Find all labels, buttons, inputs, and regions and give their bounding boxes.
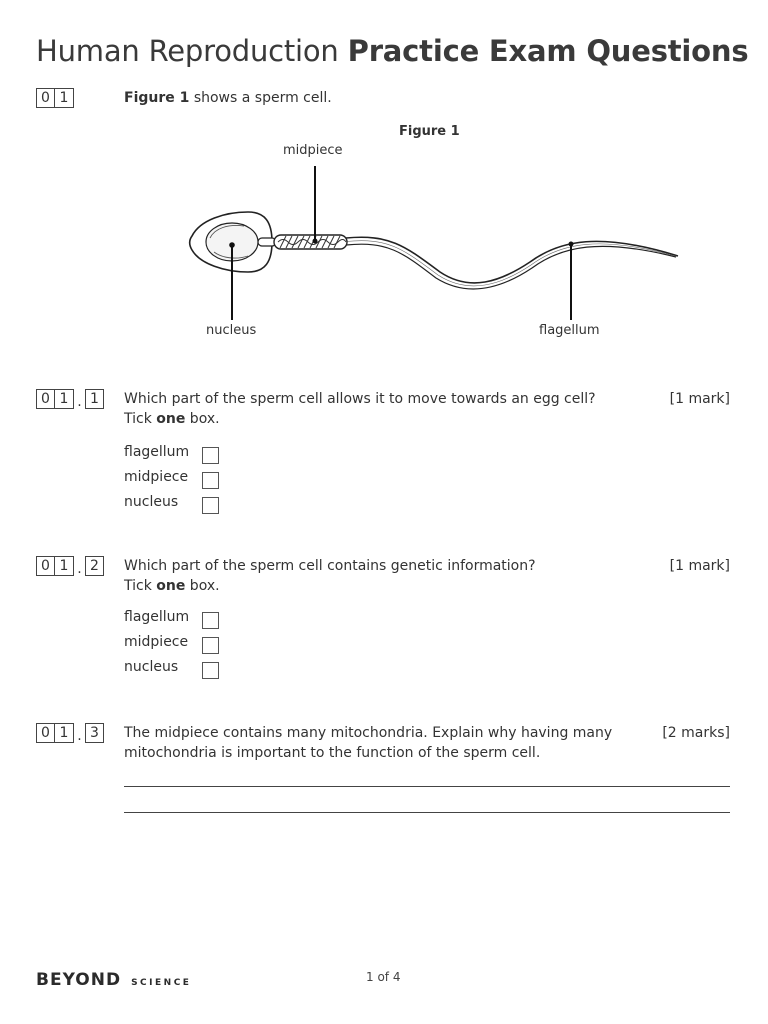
leader-dot xyxy=(313,239,318,244)
qnum-digit: 0 xyxy=(36,723,55,743)
logo-main-text: BEYOND xyxy=(36,970,122,990)
intro-text: shows a sperm cell. xyxy=(189,90,332,106)
brand-logo xyxy=(36,970,191,990)
qnum-dot: . xyxy=(77,561,82,577)
question-text-line2: mitochondria is important to the function of the sperm cell. xyxy=(124,745,541,761)
option-label: nucleus xyxy=(124,659,179,675)
qnum-digit: 0 xyxy=(36,389,55,409)
qnum-digit: 1 xyxy=(55,723,74,743)
title-subtitle: Practice Exam Questions xyxy=(347,34,749,68)
label-nucleus: nucleus xyxy=(206,323,257,338)
label-flagellum: flagellum xyxy=(539,323,600,338)
qnum-digit: 2 xyxy=(85,556,104,576)
option-label: flagellum xyxy=(124,444,190,460)
qnum-digit: 1 xyxy=(55,556,74,576)
question-number-01-2 xyxy=(36,556,104,576)
question-number-01-1 xyxy=(36,389,104,409)
tick-box-flagellum[interactable] xyxy=(202,447,219,464)
flagellum-outline-lower xyxy=(346,244,676,289)
figure-ref: Figure 1 xyxy=(124,90,190,106)
question-text-line1: The midpiece contains many mitochondria. Explain why having many xyxy=(124,725,613,741)
question-number-01-3 xyxy=(36,723,104,743)
leader-dot xyxy=(569,242,574,247)
option-label: midpiece xyxy=(124,469,189,485)
qnum-digit: 1 xyxy=(85,389,104,409)
label-midpiece: midpiece xyxy=(283,143,343,158)
sperm-cell-diagram xyxy=(0,0,768,400)
figure-title: Figure 1 xyxy=(399,124,460,139)
option-label: flagellum xyxy=(124,609,190,625)
q01-3-question xyxy=(124,723,654,763)
tick-box-midpiece[interactable] xyxy=(202,472,219,489)
qnum-digit: 0 xyxy=(36,556,55,576)
page-number: 1 of 4 xyxy=(366,970,401,984)
qnum-digit: 1 xyxy=(55,389,74,409)
leader-dot xyxy=(229,242,235,248)
tick-instruction: Tick one box. xyxy=(124,411,220,427)
option-label: nucleus xyxy=(124,494,179,510)
marks-label: [1 mark] xyxy=(669,558,730,574)
question-text: Which part of the sperm cell allows it to move towards an egg cell? xyxy=(124,391,596,407)
qnum-dot: . xyxy=(77,728,82,744)
marks-label: [1 mark] xyxy=(669,391,730,407)
answer-line[interactable] xyxy=(124,786,730,787)
logo-sub-text: SCIENCE xyxy=(131,978,192,988)
option-label: midpiece xyxy=(124,634,189,650)
qnum-dot: . xyxy=(77,394,82,410)
qnum-digit: 3 xyxy=(85,723,104,743)
question-text: Which part of the sperm cell contains genetic information? xyxy=(124,558,536,574)
tick-instruction: Tick one box. xyxy=(124,578,220,594)
answer-line[interactable] xyxy=(124,812,730,813)
qnum-digit: 0 xyxy=(36,88,55,108)
title-topic: Human Reproduction xyxy=(36,34,339,68)
marks-label: [2 marks] xyxy=(662,725,730,741)
q01-1-question xyxy=(124,389,644,429)
q01-2-question xyxy=(124,556,644,596)
tick-box-flagellum[interactable] xyxy=(202,612,219,629)
tick-box-nucleus[interactable] xyxy=(202,497,219,514)
qnum-digit: 1 xyxy=(55,88,74,108)
tick-box-midpiece[interactable] xyxy=(202,637,219,654)
tick-box-nucleus[interactable] xyxy=(202,662,219,679)
